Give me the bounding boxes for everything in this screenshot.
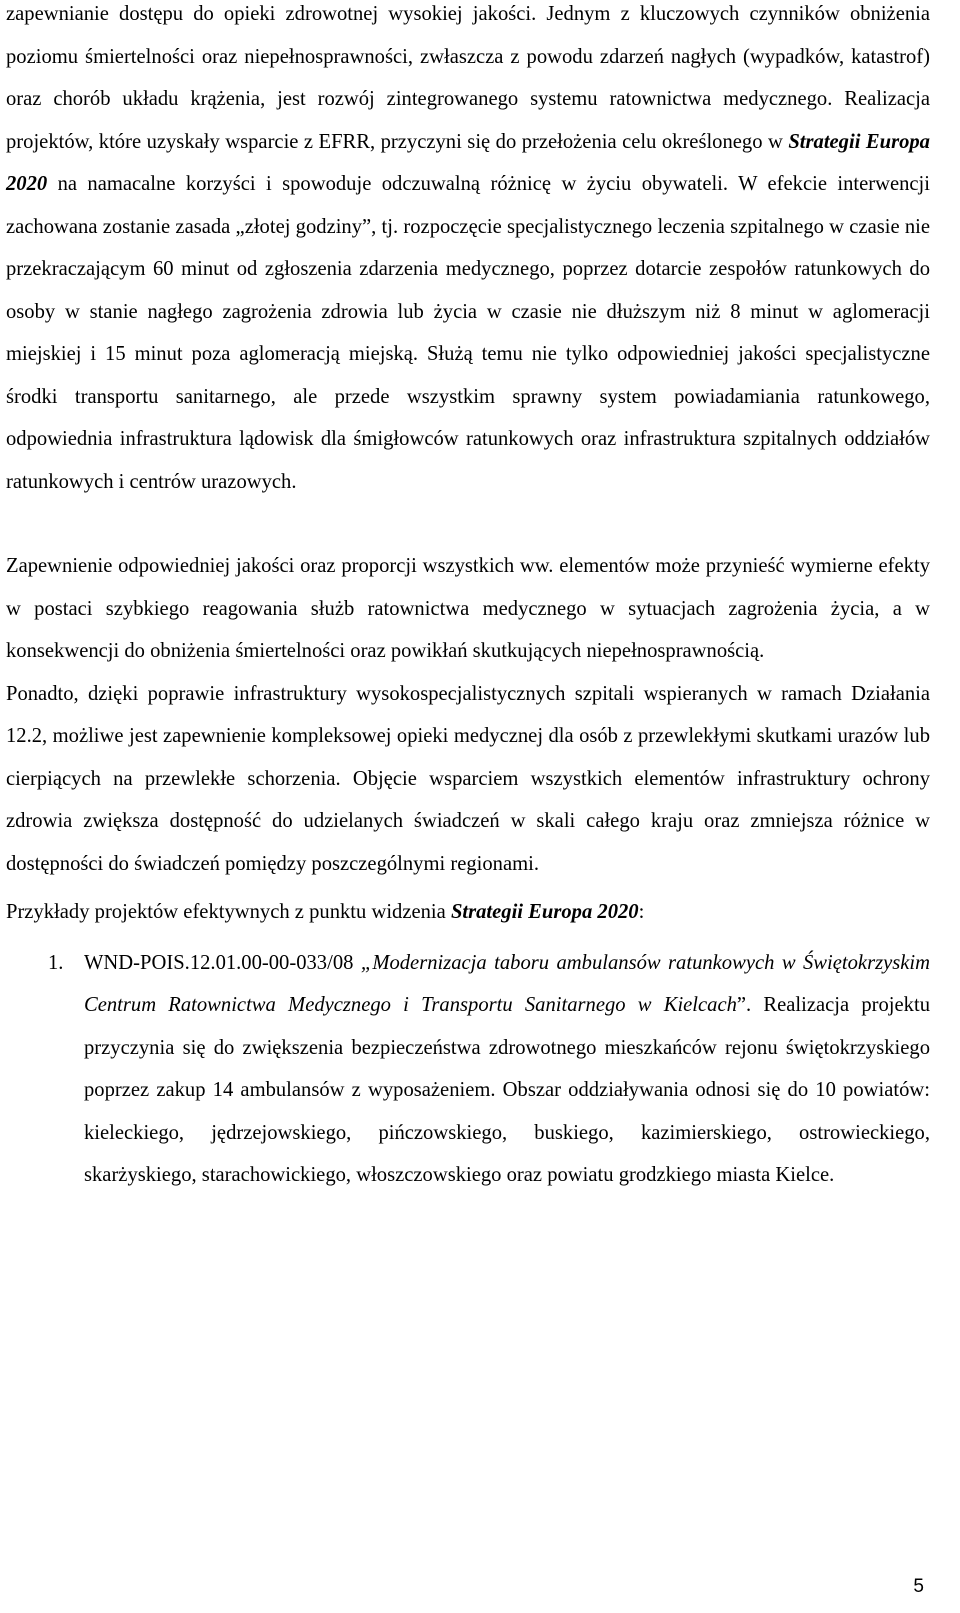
document-page	[6, 0, 930, 1197]
paragraph-text: na namacalne korzyści i spowoduje odczuwalną różnicę w życiu obywateli. W efekcie interwencji zachowana zostanie zasada „złotej godziny”, tj. rozpoczęcie specjalistycznego leczenia szpitalnego w czasie nie przekraczającym 60 minut od zgłoszenia zdarzenia medycznego, poprzez dotarcie zespołów ratunkowych do osoby w stanie nagłego zagrożenia zdrowia lub życia w czasie nie dłuższym niż 8 minut w aglomeracji miejskiej i 15 minut poza aglomeracją miejską. Służą temu nie tylko odpowiedniej jakości specjalistyczne środki transportu sanitarnego, ale przede wszystkim sprawny system powiadamiania ratunkowego, odpowiednia infrastruktura lądowisk dla śmigłowców ratunkowych oraz infrastruktura szpitalnych oddziałów ratunkowych i centrów urazowych.	[6, 173, 930, 493]
paragraph-text: Przykłady projektów efektywnych z punktu widzenia	[6, 901, 451, 923]
project-title: „Modernizacja taboru ambulansów ratunkowych w Świętokrzyskim Centrum Ratownictwa Medycznego i Transportu Sanitarnego w Kielcach	[84, 951, 930, 1016]
project-code: WND-POIS.12.01.00-00-033/08	[84, 951, 361, 974]
examples-intro	[6, 891, 930, 934]
paragraph-text: zapewnianie dostępu do opieki zdrowotnej wysokiej jakości. Jednym z kluczowych czynników obniżenia poziomu śmiertelności oraz niepełnosprawności, zwłaszcza z powodu zdarzeń nagłych (wypadków, katastrof) oraz chorób układu krążenia, jest rozwój zintegrowanego systemu ratownictwa medycznego. Realizacja projektów, które uzyskały wsparcie z EFRR, przyczyni się do przełożenia celu określonego w	[6, 3, 930, 153]
body-paragraph	[6, 0, 930, 503]
project-description: ”. Realizacja projektu przyczynia się do zwiększenia bezpieczeństwa zdrowotnego mieszkańców rejonu świętokrzyskiego poprzez zakup 14 ambulansów z wyposażeniem. Obszar oddziaływania odnosi się do 10 powiatów: kieleckiego, jędrzejowskiego, pińczowskiego, buskiego, kazimierskiego, ostrowieckiego, skarżyskiego, starachowickiego, włoszczowskiego oraz powiatu grodzkiego miasta Kielce.	[84, 994, 930, 1186]
paragraph-text: :	[638, 901, 645, 923]
strategy-emphasis: Strategii Europa 2020	[450, 901, 639, 923]
list-item	[6, 942, 930, 1197]
body-paragraph: Zapewnienie odpowiedniej jakości oraz proporcji wszystkich ww. elementów może przynieść wymierne efekty w postaci szybkiego reagowania służb ratownictwa medycznego w sytuacjach zagrożenia życia, a w konsekwencji do obniżenia śmiertelności oraz powikłań skutkujących niepełnosprawnością.	[6, 555, 930, 662]
list-item-number: 1.	[48, 951, 64, 974]
project-examples-list	[6, 942, 930, 1197]
strategy-emphasis: Strategii Europa 2020	[6, 130, 930, 195]
body-paragraph: Ponadto, dzięki poprawie infrastruktury wysokospecjalistycznych szpitali wspieranych w ramach Działania 12.2, możliwe jest zapewnienie kompleksowej opieki medycznej dla osób z przewlekłymi skutkami urazów lub cierpiących na przewlekłe schorzenia. Objęcie wsparciem wszystkich elementów infrastruktury ochrony zdrowia zwiększa dostępność do udzielanych świadczeń w skali całego kraju oraz zmniejsza różnice w dostępności do świadczeń pomiędzy poszczególnymi regionami.	[6, 682, 930, 875]
page-number: 5	[913, 1576, 924, 1597]
